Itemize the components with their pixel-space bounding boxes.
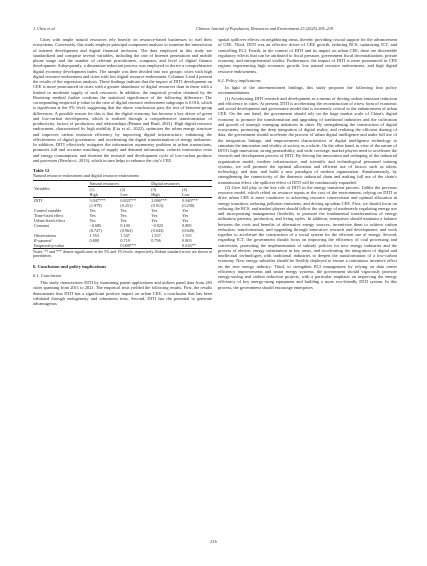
table-cell: (0.230) [182, 202, 195, 208]
table-cell [150, 243, 181, 249]
body-paragraph: (2) Give full play to the key role of DITI in the energy transition process. Unlike the previous resource model, which relied on resource inputs at the cost of the environment, relying on DITI to drive urban CEE is more conducive to achieving resource conservation and optimal allocation in energy transition, reducing pollution emissions, and driving up urban CEE. First, we should focus on reducing the RCS, and market players should follow the strategy of moderately regulating energy use and incorporating management flexibility to promote the fundamental transformation of energy utilization patterns, production, and living styles. In addition, enterprises should maintain a balance between the costs and benefits of alternative energy sources; incentivize them to achieve carbon reduction, transformation, and upgrading through innovative research and development; and work together to accelerate the construction of a social system for the efficient use of energy. Second, regarding ICT, the government should focus on improving the efficiency of coal processing and conversion, promoting the implementation of subsidy policies for new energy industries and the process of electric energy substitution in key areas, and accelerating the integration of digital and intellectual technologies with traditional industries to deepen the transformation of a low-carbon economy. New energy subsidies should be flexibly deployed to ensure a continuous incentive effect on the new energy industry. Third, to strengthen ECI management by relying on data center efficiency improvements and smart energy systems, the government should vigorously promote energy-saving and carbon reduction projects, with a particular emphasis on improving the energy efficiency of key energy-using equipment and building a more eco-friendly DITI system. In this process, the government should encourage enterprises [218, 184, 397, 290]
table-row-label: Control variable [34, 207, 62, 213]
table-cell: Yes [182, 207, 189, 213]
left-column [33, 37, 212, 306]
table-cell: 0.100 [120, 222, 130, 228]
running-header-journal: Chinese Journal of Population, Resources and Environment 23 (2025) 205–219 [196, 26, 334, 31]
table-column-level: Low [181, 192, 212, 198]
table-cell: 0.940*** [182, 197, 198, 203]
table-cell: 1 553 [89, 232, 99, 238]
table-column-number: (4) [182, 186, 187, 192]
table-row-label: Empirical p-value [33, 243, 88, 249]
table-cell: 0.016** [181, 243, 212, 249]
subsection-heading: 6.2. Policy implications [218, 77, 261, 83]
body-paragraph: In light of the aforementioned findings, this study proposes the following four policy recommendations. [218, 85, 397, 96]
table-cell: 1 555 [182, 232, 192, 238]
page-number: 216 [210, 539, 217, 544]
table-row-label: Time-fixed effect [34, 212, 64, 218]
table-cell: Yes [89, 207, 96, 213]
table-row [33, 208, 212, 213]
table-cell: Yes [89, 217, 96, 223]
table-column-level: High [88, 192, 119, 198]
table-cell: −0.923 [151, 222, 164, 228]
running-header-authors: J. Chen et al. [33, 26, 56, 31]
table-column-level: High [150, 192, 181, 198]
table-cell: 0.719 [120, 237, 130, 243]
body-paragraph: Cities with ample natural resources rely heavily on resource-based businesses to fuel their ecosystems. Conversely, this study employs principal component analysis to examine the intersection of internet development and digital financial inclusion. The data employed in this study are standardized and comprise several variables, including the rate of Internet penetration and mobile phone usage and the number of relevant practitioners, computer, and level of digital finance development. Subsequently, a dimension-reduction process was employed to derive a comprehensive digital economy development index. The sample was then divided into two groups: cities with high digital resource endowment and cities with low digital resource endowment. Columns 3 and 4 present the results of the regression analysis. These findings indicate that the impact of DITI development on CEE is more pronounced in cities with a greater abundance of digital resources than in those with a limited or moderate supply of such resources. In addition, the empirical p-value obtained by the Bootstrap method further confirms the statistical significance of the following difference: The corresponding empirical p-value in the case of digital resource endowment subgroups is 0.016, which is significant at the 5% level, suggesting that the above conclusions pass the test of between-group differences. A possible reason for this is that the digital economy has become a key driver of green and low-carbon development, which is realized through a comprehensive transformation of productivity, factors of production, and relationships (Renner and Hartl, 2021). High digital resource endowment, characterized by high mobility (Liu et al., 2022), optimizes the urban energy structure and improves carbon emission efficiency by improving digital infrastructure, enhancing the effectiveness of digital governance, and accelerating the digital transformation of energy industries. In addition, DITI effectively mitigates the information asymmetry problem in urban transactions, promotes full and accurate matching of supply and demand information, reduces transaction costs and energy consumption, and shortens the research and development cycle of low-carbon products and processes (Berchicci, 2013), which in turn helps to enhance the city's CEE. [33, 37, 212, 163]
section-heading: 6. Conclusion and policy implications [33, 263, 107, 269]
body-paragraph: (1) Accelerating DITI research and development as a means of driving carbon emission reduction and efficiency in cities. At present, DITI is accelerating the reconstruction of a new form of economic and social development and governance model that is extremely critical to the enhancement of urban CEE. On the one hand, the government should rely on the huge market scale of China's digital economy to promote the transformation and upgrading of traditional industries and the cultivation and growth of strategic emerging industries in cities. By strengthening the construction of digital ecosystems, promoting the deep integration of digital reality, and realizing the efficient sharing of data, the government should accelerate the process of urban digital intelligence and make full use of the integration, linkage, and empowerment characteristics of digital intelligence technology to stimulate the innovation and vitality of society as a whole. On the other hand, in view of the nature of DITI's high innovation, strong permeability, and wide coverage, market players need to accelerate the research and development process of DITI. By driving the innovation and reshaping of the industrial organization model, modern infrastructure, and scientific and technological personnel training systems, we will promote the optimal allocation and efficient use of factors such as talent, technology, and data, and build a new paradigm of modern organization. Simultaneously, by strengthening the connectivity of the domestic industrial chain and making full use of the chain's transmission effect, the spillover effect of DITI will be continuously expanded. [218, 95, 397, 185]
table-cell: Yes [151, 212, 158, 218]
table-cell: (0.747) [89, 227, 102, 233]
right-column [218, 37, 397, 290]
table-cell: Yes [120, 212, 127, 218]
table-row-label: DITI [34, 197, 43, 203]
results-table [33, 180, 212, 249]
table-cell: 0.885 [182, 222, 192, 228]
table-column-number: (3) [151, 186, 157, 192]
table-row-label: Observations [34, 232, 57, 238]
subsection-heading: 6.1. Conclusion [33, 272, 62, 278]
table-cell: 0.800 [89, 237, 99, 243]
table-subtitle: Natural resource endowment and digital resource endowment [33, 173, 139, 179]
table-cell: (0.649) [182, 227, 195, 233]
table-group-header: Digital resources [150, 180, 212, 186]
table-cell: (0.963) [120, 227, 133, 233]
table-row-label: R-squared [34, 237, 52, 243]
table-column-number: (2) [120, 186, 126, 192]
table-cell: Yes [182, 217, 189, 223]
table-note: Notes: ** and *** denote significance at the 5% and 1% levels, respectively. Robust standard errors are shown in parentheses. [33, 249, 212, 259]
table-cell: Yes [151, 217, 158, 223]
table-title: Table 12 [33, 168, 50, 173]
table-row [33, 218, 212, 223]
table-cell: 0.833*** [120, 197, 137, 203]
table-row-label: Constant [34, 222, 49, 228]
body-paragraph: This study characterizes DITI by examining patent applications and utilizes panel data from 283 cities spanning from 2011 to 2021. The empirical tests yielded the following results. First, the results demonstrate that DITI has a significant positive impact on urban CEE, a conclusion that has been validated through endogeneity and robustness tests. Second, DITI has the potential to generate advantageous [33, 280, 212, 307]
table-column-number: (1) [89, 186, 95, 192]
table-cell: 3.947*** [89, 197, 106, 203]
table-column-level: Low [119, 192, 150, 198]
table-cell: Yes [120, 217, 127, 223]
table-cell: 0.803 [182, 237, 192, 243]
table-row-label-header: Variables [34, 186, 50, 192]
table-group-header: Natural resources [88, 180, 150, 186]
table-cell: 0.796 [151, 237, 161, 243]
table-cell: −0.685 [89, 222, 102, 228]
table-cell: (0.251) [120, 202, 133, 208]
table-cell: Yes [151, 207, 158, 213]
table-cell: Yes [120, 207, 127, 213]
table-cell: Yes [182, 212, 189, 218]
table-cell: 1 547 [120, 232, 130, 238]
table-cell: (0.643) [151, 227, 164, 233]
table-cell: (0.913) [151, 202, 164, 208]
table-cell: (1.979) [89, 202, 102, 208]
table-row [33, 213, 212, 218]
table-cell: 0.000*** [119, 243, 150, 249]
table-row-label: Urban-fixed effect [34, 217, 65, 223]
table-row [33, 243, 212, 249]
table-cell: 2.086*** [151, 197, 167, 203]
table-cell [88, 243, 119, 249]
table-cell: 1 537 [151, 232, 161, 238]
table-cell: Yes [89, 212, 96, 218]
body-paragraph: spatial spillover effects on neighboring areas, thereby providing crucial support for the advancement of CEE. Third, DITI was an effective driver of CEE growth, reducing RCS, optimizing ICT, and controlling ECI. Fourth, in the context of DITI and its impact on urban CEE, there are discernible regulatory effects that can be attributed to fiscal pressure, government fiscal decentralization, private economy, and entrepreneurial vitality. Furthermore, the impact of DITI is more pronounced in CEE regions experiencing high economic growth, low natural resource endowments, and high digital resource endowments. [218, 37, 397, 74]
